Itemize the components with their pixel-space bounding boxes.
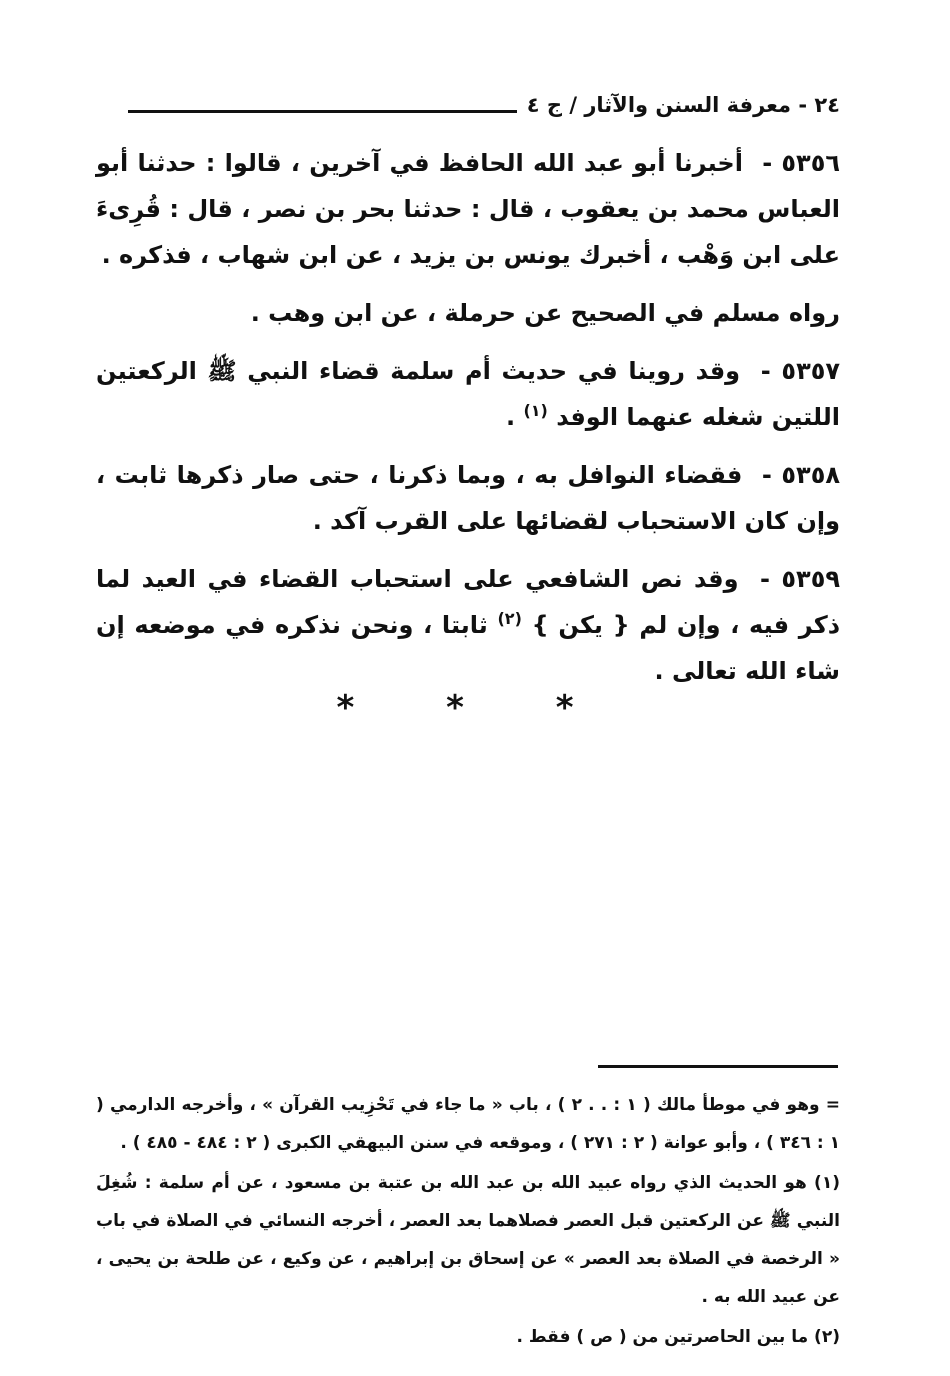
header-rule (128, 110, 580, 113)
running-header-text: ٢٤ - معرفة السنن والآثار / ج ٤ (517, 88, 840, 122)
footnotes (96, 1086, 840, 1358)
paragraph-5357 (96, 348, 840, 440)
paragraph-text: أخبرنا أبو عبد الله الحافظ في آخرين ، قالوا : حدثنا أبو العباس محمد بن يعقوب ، قال : حدثنا بحر بن نصر ، قال : قُرِىءَ على ابن وَهْب ، أخبرك يونس بن يزيد ، عن ابن شهاب ، فذكره . (96, 149, 840, 269)
footnote-rule (598, 1065, 838, 1068)
footnote-ref-2[interactable]: (٢) (497, 609, 522, 628)
paragraph-5356 (96, 140, 840, 278)
paragraph-number: ٥٣٥٦ - (762, 149, 840, 177)
paragraph-text: وقد نص الشافعي على استحباب القضاء في العيد لما ذكر فيه ، وإن لم { يكن } (96, 565, 841, 639)
footnote-1: (١) هو الحديث الذي رواه عبيد الله بن عبد الله بن عتبة بن مسعود ، عن أم سلمة : شُغِلَ النبي ﷺ عن الركعتين قبل العصر فصلاهما بعد العصر ، أخرجه النسائي في الصلاة في باب « الرخصة في الصلاة بعد العصر » عن إسحاق بن إبراهيم ، عن وكيع ، عن طلحة بن يحيى ، عن عبيد الله به . (96, 1173, 840, 1307)
paragraph-number: ٥٣٥٧ - (760, 357, 841, 385)
paragraph-text: وقد روينا في حديث أم سلمة قضاء النبي ﷺ الركعتين اللتين شغله عنهما الوفد (96, 357, 840, 431)
paragraph-text-tail: . (505, 403, 516, 431)
paragraph-text: رواه مسلم في الصحيح عن حرملة ، عن ابن وهب . (250, 299, 840, 327)
running-header (128, 88, 840, 128)
paragraph-number: ٥٣٥٩ - (759, 565, 840, 593)
footnote-ref-1[interactable]: (١) (523, 401, 548, 420)
paragraph-5359 (96, 556, 840, 694)
footnote-continuation: = وهو في موطأ مالك ( ١ : . . ٢ ) ، باب « ما جاء في تَحْزِيب القرآن » ، وأخرجه الدارمي ( ١ : ٣٤٦ ) ، وأبو عوانة ( ٢ : ٢٧١ ) ، وموقعه في سنن البيهقي الكبرى ( ٢ : ٤٨٤ - ٤٨٥ ) . (96, 1095, 840, 1153)
paragraph-muslim-note (96, 290, 840, 336)
footnote-2: (٢) ما بين الحاصرتين من ( ص ) فقط . (516, 1327, 840, 1347)
section-separator: * * * (336, 688, 614, 728)
paragraph-text-tail: ثابتا ، ونحن نذكره في موضعه إن شاء الله تعالى . (96, 611, 840, 685)
main-text (96, 140, 840, 706)
paragraph-number: ٥٣٥٨ - (761, 461, 840, 489)
paragraph-text: فقضاء النوافل به ، وبما ذكرنا ، حتى صار ذكرها ثابت ، وإن كان الاستحباب لقضائها على القرب آكد . (96, 461, 840, 535)
paragraph-5358 (96, 452, 840, 544)
